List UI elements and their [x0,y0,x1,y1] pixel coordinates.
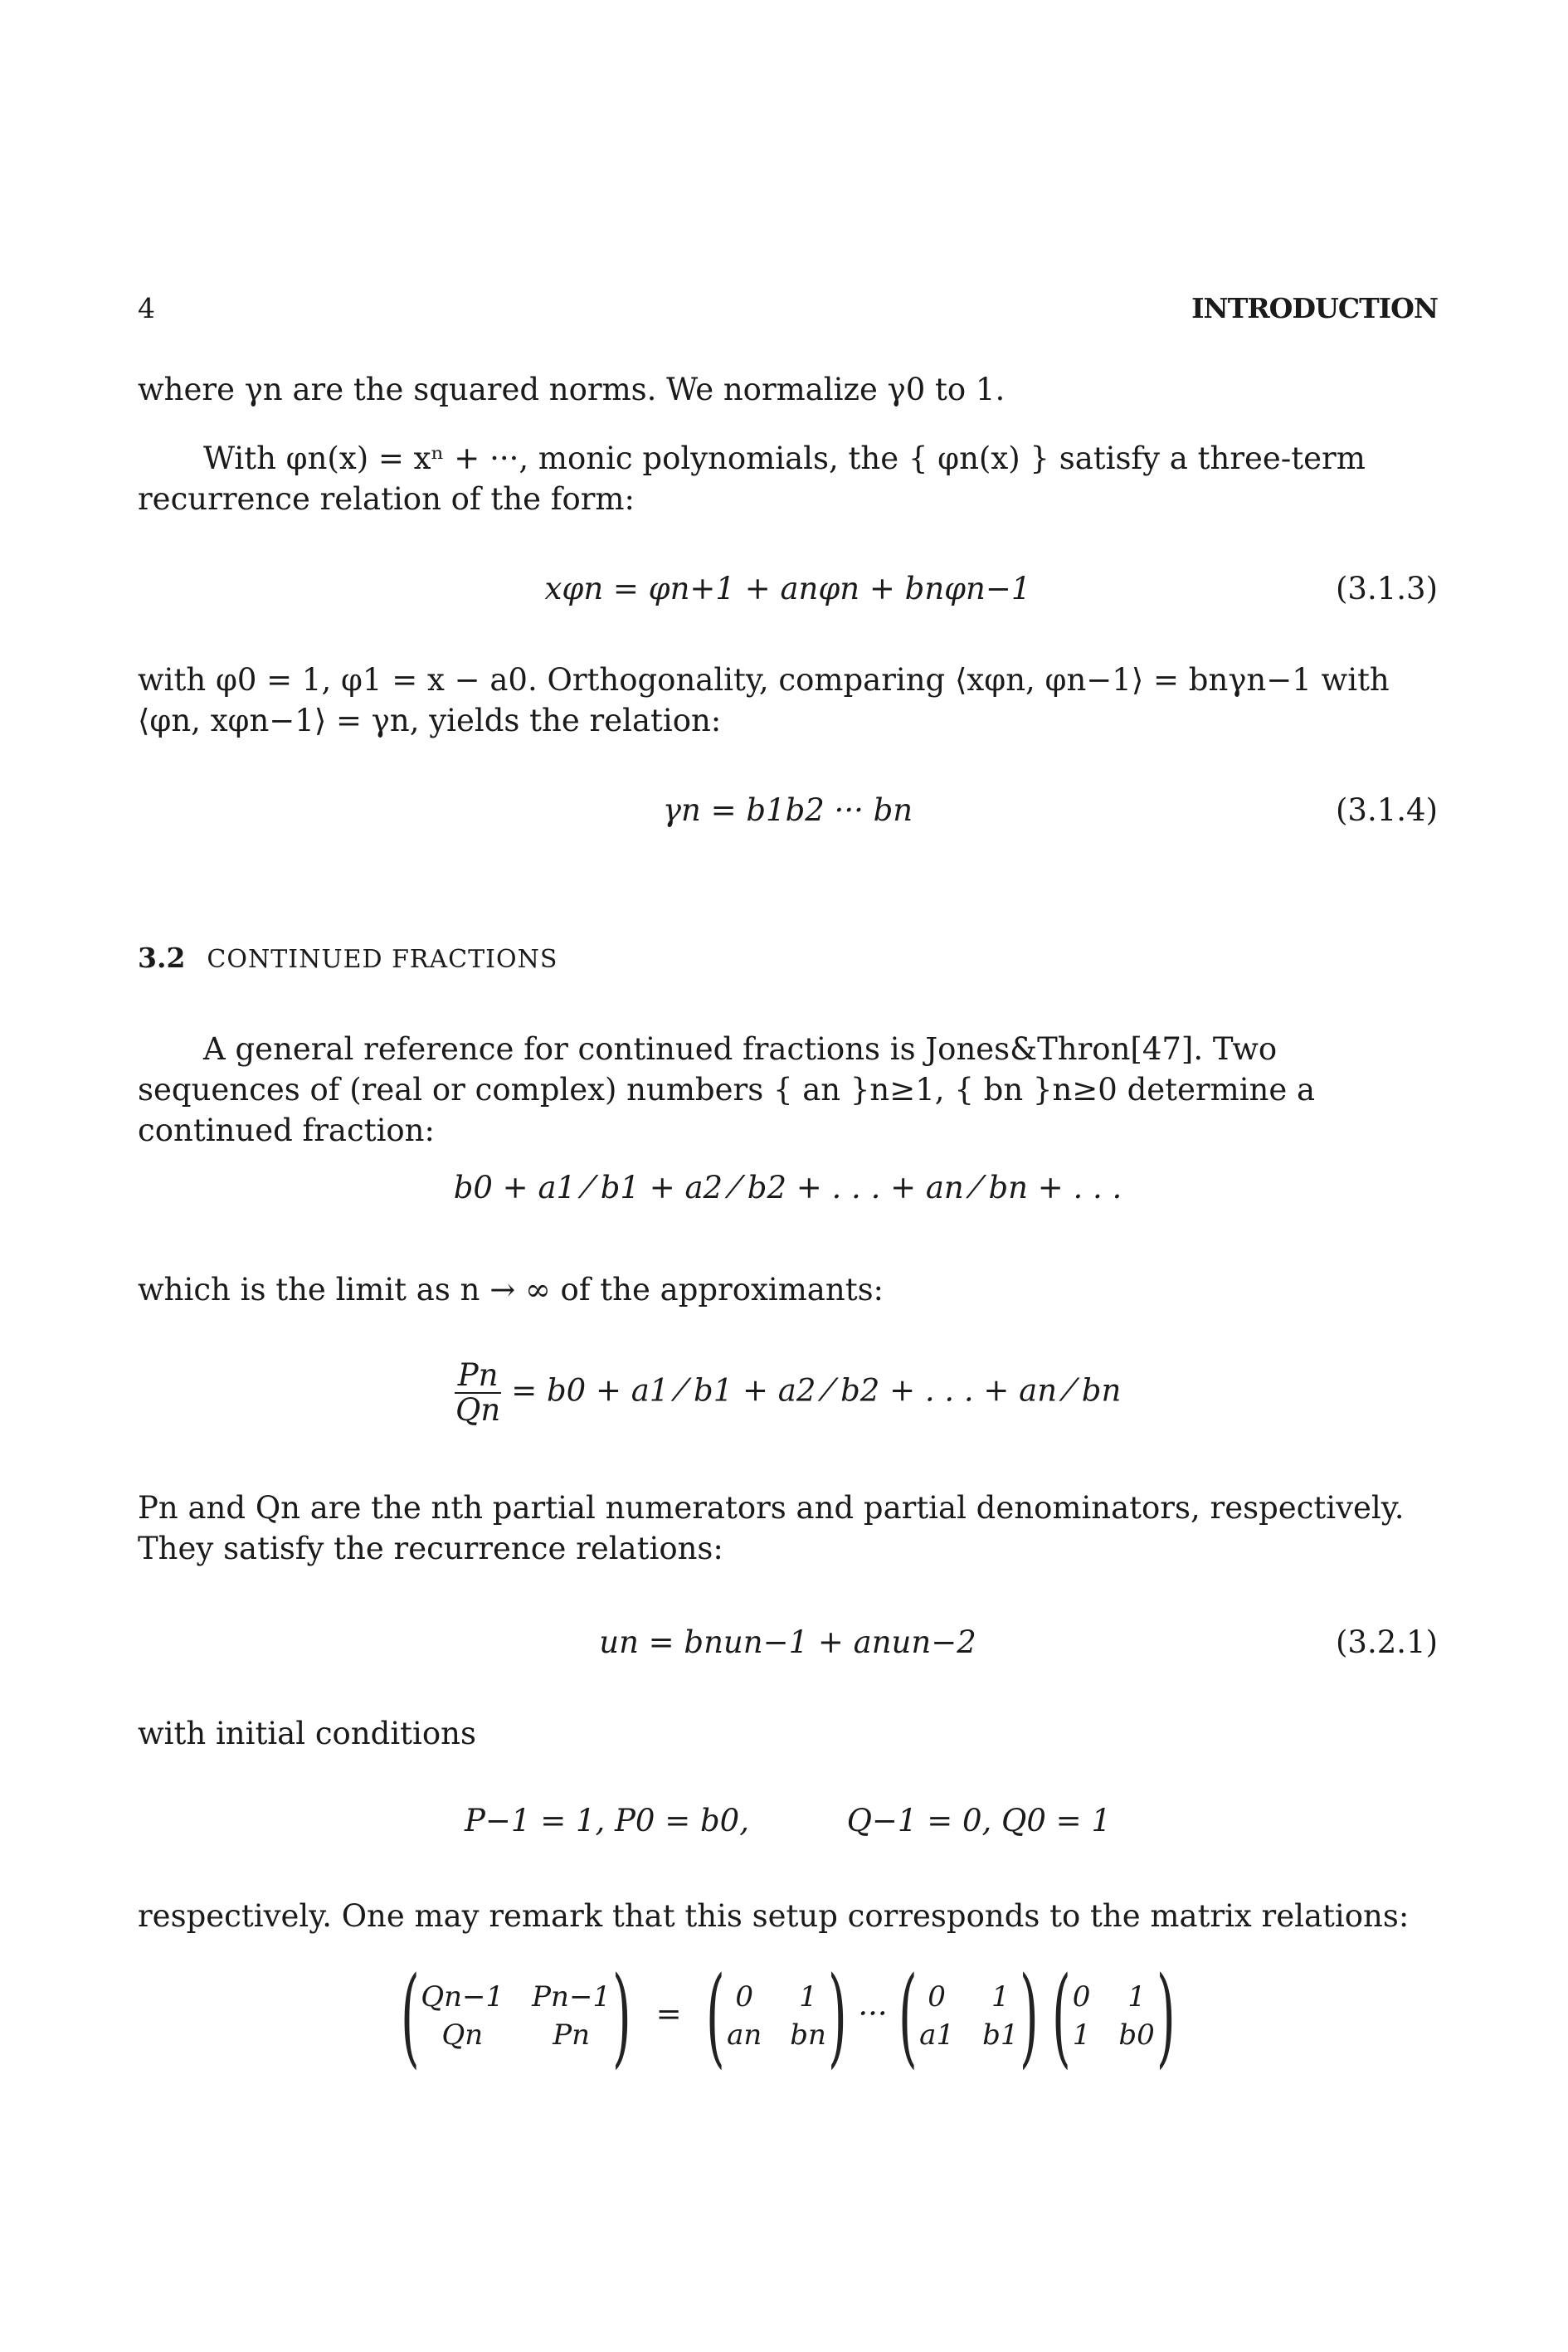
fraction-pn-over-qn [455,1359,502,1427]
equation-approximants [138,1359,1438,1427]
section-title: CONTINUED FRACTIONS [207,945,558,974]
matrix-cell: a1 [919,2018,955,2052]
paragraph-partial-numerators: Pn and Qn are the nth partial numerators and partial denominators, respectively. They satisfy the recurrence relations: [138,1490,1405,1566]
left-paren: ( [400,1953,420,2079]
left-paren: ( [706,1953,726,2079]
matrix-cell: 0 [928,1980,946,2014]
section-number: 3.2 [138,942,186,974]
matrix-dots: ··· [858,1995,888,2032]
right-paren: ) [827,1953,847,2079]
equation-three-term-recurrence: xφn = φn+1 + anφn + bnφn−1 [544,571,1031,606]
equation-recurrence-u: un = bnun−1 + anun−2 [599,1624,976,1660]
matrix-an-bn [704,1953,848,2079]
paragraph-matrix-relations: respectively. One may remark that this setup corresponds to the matrix relations: [138,1898,1410,1934]
equation-gamma-product: γn = b1b2 ··· bn [662,792,913,828]
section-heading [138,942,558,974]
matrix-cell: Qn [441,2018,484,2052]
equation-number-3-2-1: (3.2.1) [1335,1624,1438,1660]
matrix-lhs [399,1953,633,2079]
matrix-cell: b1 [982,2018,1019,2052]
matrix-cell: 1 [799,1980,817,2014]
matrix-cell: an [727,2018,762,2052]
right-paren: ) [612,1953,631,2079]
matrix-cell: 0 [1072,1980,1091,2014]
right-paren: ) [1020,1953,1040,2079]
paragraph-orthogonality: with φ0 = 1, φ1 = x − a0. Orthogonality, comparing ⟨xφn, φn−1⟩ = bnγn−1 with ⟨φn, xφn−1⟩ = γn, yields the relation: [138,662,1390,738]
running-title: INTRODUCTION [1191,292,1438,324]
matrix-a1-b1 [897,1953,1040,2079]
right-paren: ) [1156,1953,1176,2079]
left-paren: ( [1051,1953,1071,2079]
matrix-cell: Qn−1 [421,1980,504,2014]
paragraph-continued-fraction-intro: A general reference for continued fractions is Jones&Thron[47]. Two sequences of (real or complex) numbers { an }n≥1, { bn }n≥0 determine a continued fraction: [138,1031,1316,1148]
approximant-rhs: = b0 + a1 ⁄ b1 + a2 ⁄ b2 + . . . + an ⁄ bn [511,1372,1122,1409]
matrix-cell: 0 [735,1980,753,2014]
page-number: 4 [138,292,155,324]
paragraph-squared-norms: where γn are the squared norms. We normalize γ0 to 1. [138,372,1006,407]
equation-number-3-1-4: (3.1.4) [1335,792,1438,828]
matrix-cell: 1 [991,1980,1010,2014]
matrix-cell: bn [790,2018,826,2052]
equation-continued-fraction: b0 + a1 ⁄ b1 + a2 ⁄ b2 + . . . + an ⁄ bn + . . . [453,1170,1122,1205]
paragraph-monic-polynomials: With φn(x) = xⁿ + ···, monic polynomials, the { φn(x) } satisfy a three-term recurrence relation of the form: [138,441,1366,517]
equation-matrix-product [138,1953,1438,2079]
paragraph-initial-conditions: with initial conditions [138,1716,476,1751]
equation-initial-conditions: P−1 = 1, P0 = b0, Q−1 = 0, Q0 = 1 [465,1803,1111,1838]
equation-number-3-1-3: (3.1.3) [1335,571,1438,606]
matrix-cell: 1 [1127,1980,1146,2014]
matrix-cell: b0 [1118,2018,1155,2052]
matrix-cell: 1 [1072,2018,1091,2052]
matrix-cell: Pn [553,2018,591,2052]
fraction-denominator: Qn [455,1392,501,1428]
matrix-1-b0 [1050,1953,1176,2079]
fraction-numerator: Pn [455,1359,502,1394]
left-paren: ( [898,1953,918,2079]
equals-sign: = [655,1995,682,2032]
paragraph-approximants: which is the limit as n → ∞ of the approximants: [138,1272,884,1307]
matrix-cell: Pn−1 [532,1980,611,2014]
